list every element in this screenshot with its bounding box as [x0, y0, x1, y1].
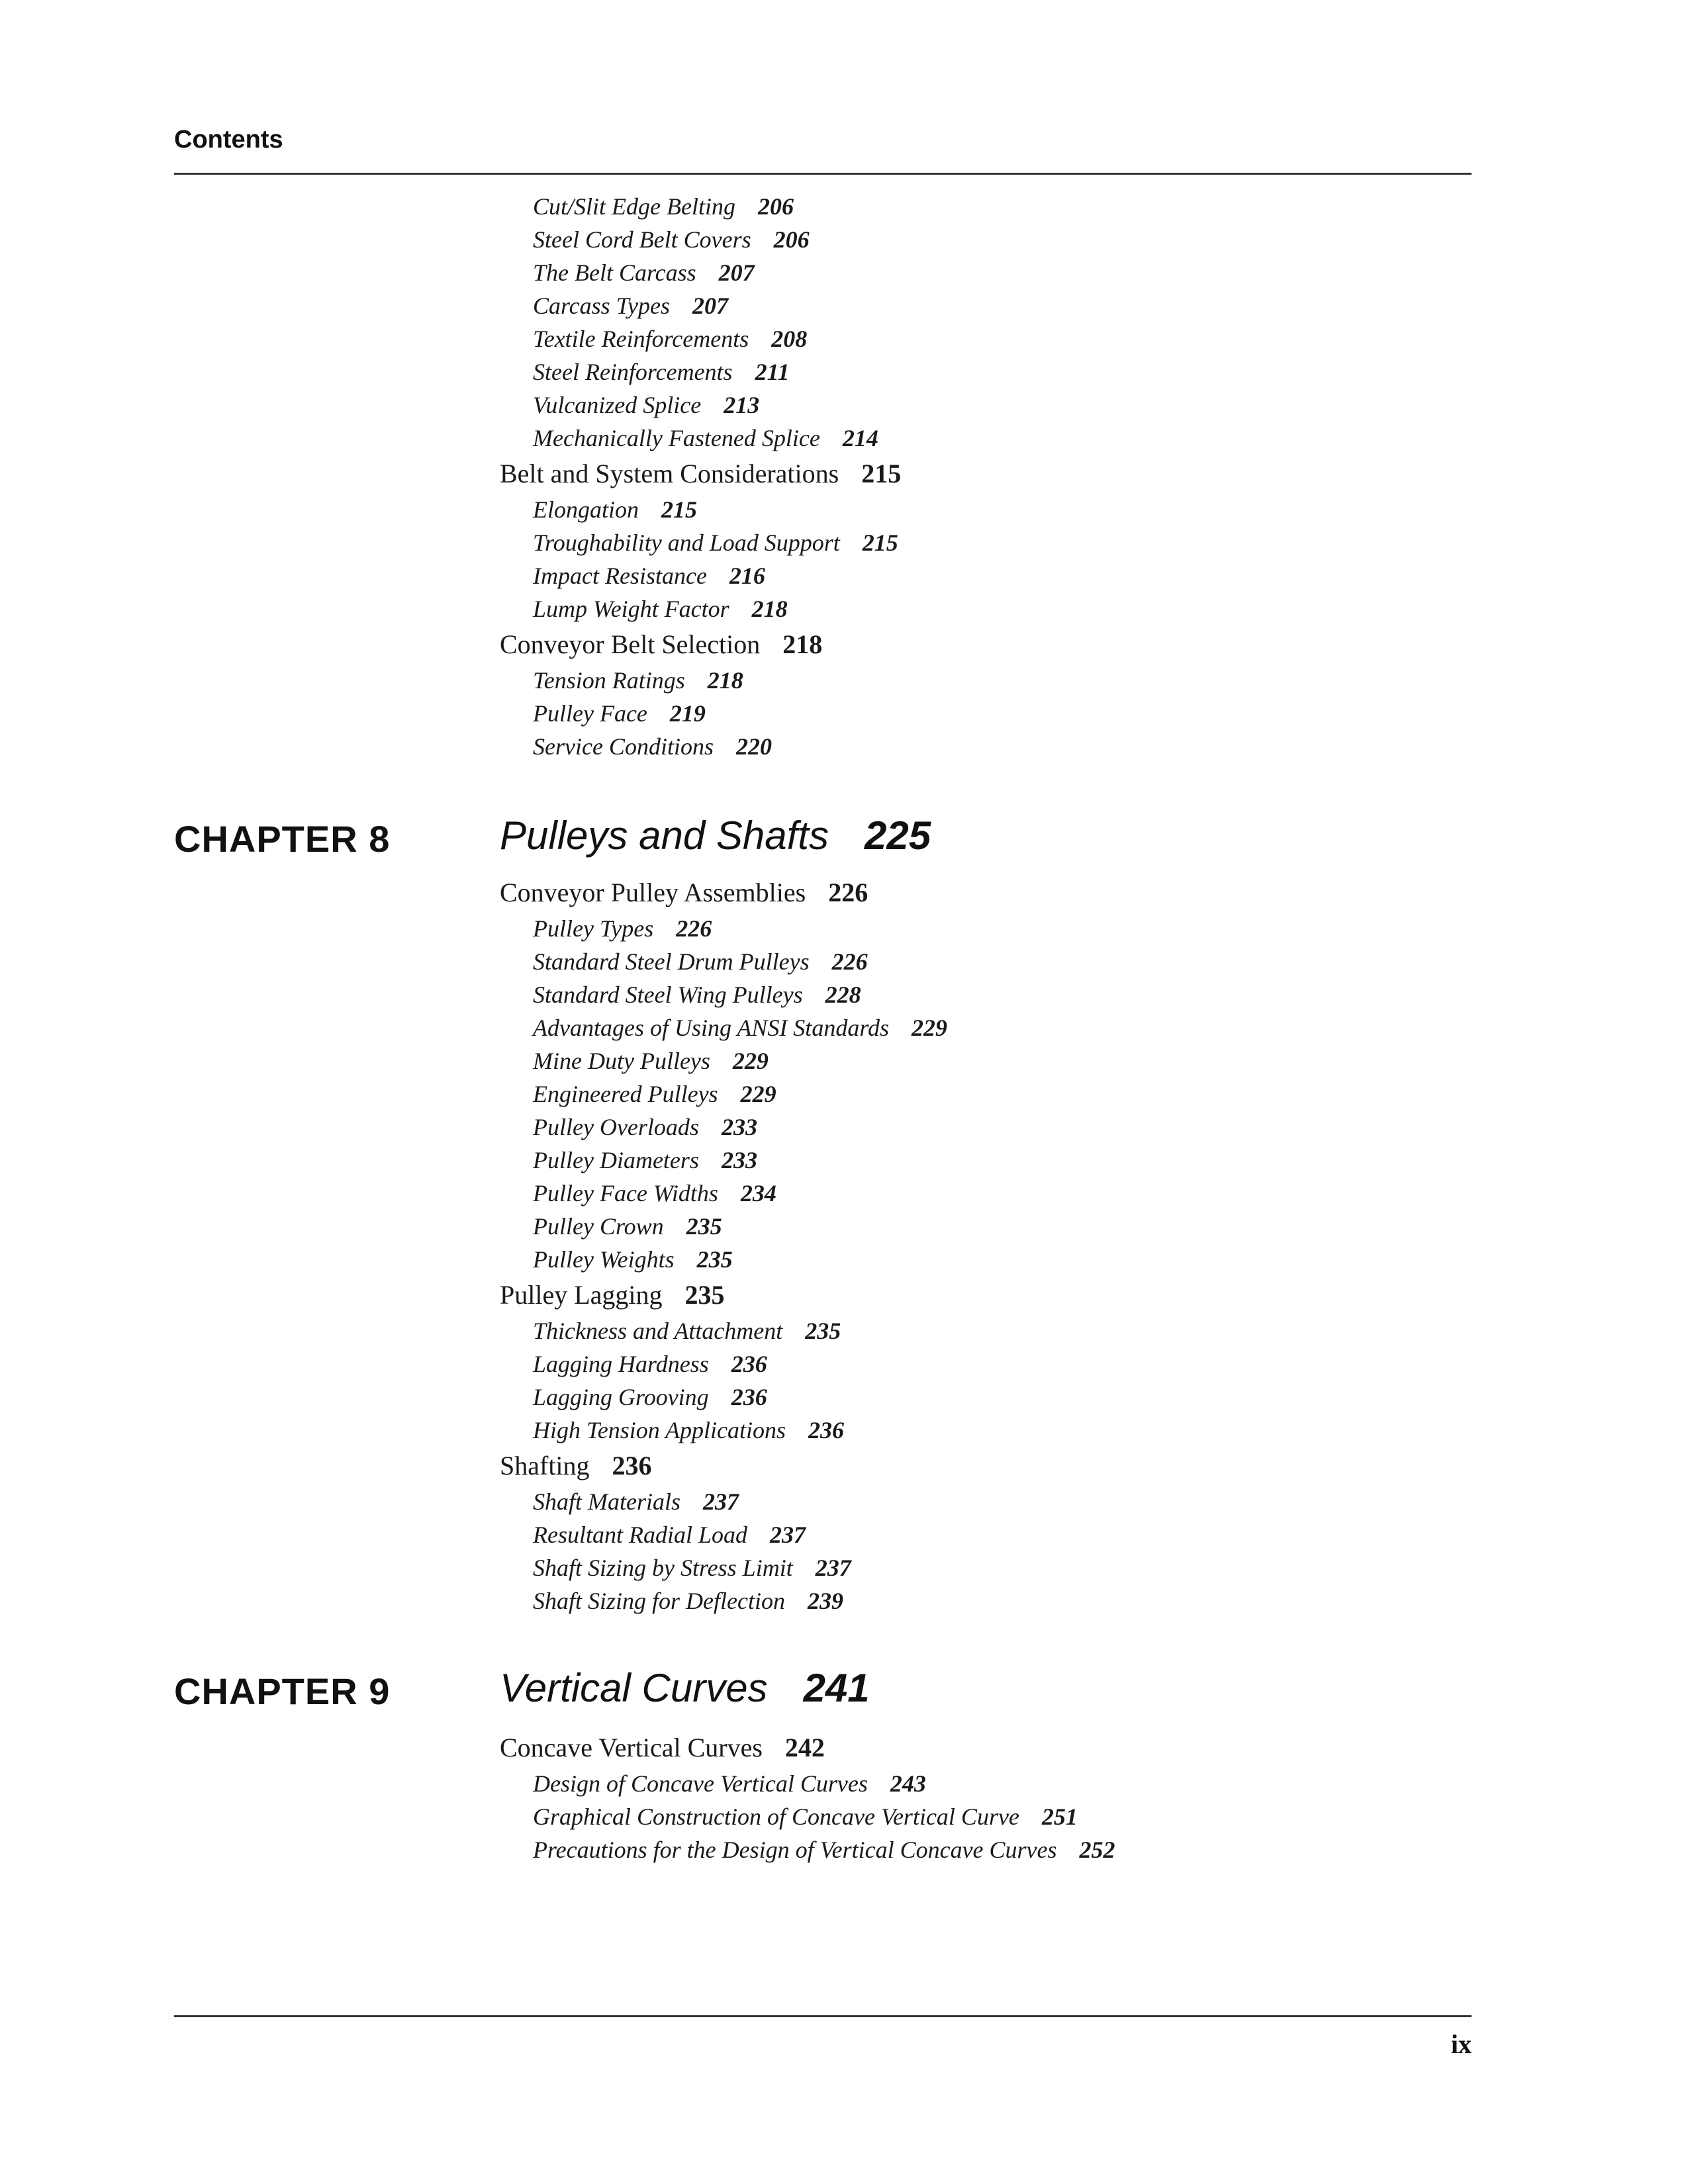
toc-subsection-entry-title: Design of Concave Vertical Curves	[533, 1770, 868, 1797]
toc-subsection-entry-title: Standard Steel Wing Pulleys	[533, 981, 803, 1008]
toc-subsection-entry[interactable]	[500, 322, 1625, 355]
toc-subsection-entry-title: Resultant Radial Load	[533, 1522, 747, 1548]
toc-subsection-entry-title: Pulley Face Widths	[533, 1180, 718, 1206]
toc-subsection-entry-page: 237	[703, 1488, 739, 1515]
toc-subsection-entry[interactable]	[500, 422, 1625, 455]
toc-subsection-entry-title: Elongation	[533, 496, 639, 523]
toc-subsection-entry[interactable]	[500, 1077, 1625, 1111]
toc-section-entry-page: 236	[612, 1451, 652, 1480]
toc-subsection-entry[interactable]	[500, 1177, 1625, 1210]
toc-subsection-entry[interactable]	[500, 526, 1625, 559]
toc-section-entry-page: 215	[861, 459, 902, 488]
toc-subsection-entry[interactable]	[500, 1210, 1625, 1243]
toc-subsection-entry-title: Service Conditions	[533, 733, 714, 760]
toc-subsection-entry[interactable]	[500, 355, 1625, 388]
toc-subsection-entry-page: 234	[740, 1180, 776, 1206]
toc-subsection-entry-page: 235	[805, 1318, 841, 1344]
toc-subsection-entry-title: The Belt Carcass	[533, 259, 696, 286]
chapter-9-title-text: Vertical Curves	[500, 1666, 768, 1710]
toc-subsection-entry-page: 216	[729, 563, 765, 589]
toc-section-entry[interactable]	[500, 455, 1625, 493]
chapter-8-title-text: Pulleys and Shafts	[500, 813, 829, 858]
toc-subsection-entry-title: Carcass Types	[533, 293, 670, 319]
toc-subsection-entry[interactable]	[500, 1485, 1625, 1518]
toc-subsection-entry-title: Pulley Types	[533, 915, 654, 942]
toc-subsection-entry-title: Precautions for the Design of Vertical Concave Curves	[533, 1837, 1057, 1863]
toc-subsection-entry-title: Shaft Sizing for Deflection	[533, 1588, 785, 1614]
toc-subsection-entry-title: Advantages of Using ANSI Standards	[533, 1015, 889, 1041]
toc-subsection-entry-page: 220	[735, 733, 772, 760]
toc-section-entry[interactable]	[500, 1447, 1625, 1485]
toc-subsection-entry-page: 235	[696, 1246, 733, 1273]
toc-subsection-entry-page: 233	[721, 1114, 757, 1140]
toc-subsection-entry-page: 207	[692, 293, 728, 319]
toc-subsection-entry-title: Engineered Pulleys	[533, 1081, 718, 1107]
footer-rule	[174, 2015, 1472, 2017]
toc-subsection-entry[interactable]	[500, 388, 1625, 422]
toc-subsection-entry[interactable]	[500, 1111, 1625, 1144]
toc-subsection-entry-page: 233	[721, 1147, 757, 1173]
chapter-9-title[interactable]	[500, 1665, 870, 1711]
toc-subsection-entry-title: Impact Resistance	[533, 563, 707, 589]
running-head: Contents	[174, 126, 283, 154]
toc-subsection-entry-page: 237	[770, 1522, 806, 1548]
toc-subsection-entry-title: Standard Steel Drum Pulleys	[533, 948, 810, 975]
toc-subsection-entry[interactable]	[500, 697, 1625, 730]
toc-subsection-entry-page: 218	[707, 667, 743, 694]
toc-section-entry-title: Belt and System Considerations	[500, 459, 839, 488]
toc-section-entry[interactable]	[500, 625, 1625, 664]
toc-subsection-entry-title: Steel Cord Belt Covers	[533, 226, 751, 253]
toc-subsection-entry-page: 213	[724, 392, 760, 418]
toc-subsection-entry[interactable]	[500, 1414, 1625, 1447]
toc-subsection-entry[interactable]	[500, 730, 1625, 763]
toc-subsection-entry[interactable]	[500, 289, 1625, 322]
toc-section-entry[interactable]	[500, 1729, 1625, 1767]
toc-subsection-entry-page: 237	[815, 1555, 851, 1581]
toc-section-entry-title: Shafting	[500, 1451, 590, 1480]
toc-subsection-entry-page: 226	[676, 915, 712, 942]
toc-section-entry-page: 226	[828, 878, 868, 907]
chapter-8-sections	[500, 874, 1625, 1617]
toc-section-entry-page: 242	[784, 1733, 825, 1762]
toc-subsection-entry-title: Pulley Overloads	[533, 1114, 699, 1140]
toc-subsection-entry[interactable]	[500, 190, 1625, 223]
toc-subsection-entry[interactable]	[500, 1044, 1625, 1077]
toc-subsection-entry-title: Shaft Sizing by Stress Limit	[533, 1555, 793, 1581]
toc-subsection-entry-title: Lagging Grooving	[533, 1384, 709, 1410]
toc-continued-list	[500, 190, 1625, 763]
toc-section-entry[interactable]	[500, 1276, 1625, 1314]
toc-subsection-entry[interactable]	[500, 256, 1625, 289]
toc-subsection-entry-page: 206	[757, 193, 794, 220]
toc-subsection-entry-title: Tension Ratings	[533, 667, 685, 694]
toc-subsection-entry-title: Pulley Crown	[533, 1213, 664, 1240]
toc-subsection-entry[interactable]	[500, 912, 1625, 945]
page-folio: ix	[1450, 2029, 1472, 2059]
toc-subsection-entry[interactable]	[500, 592, 1625, 625]
toc-subsection-entry-page: 239	[807, 1588, 843, 1614]
toc-subsection-entry[interactable]	[500, 1833, 1625, 1866]
toc-section-entry-page: 235	[684, 1280, 725, 1310]
toc-subsection-entry-page: 229	[740, 1081, 776, 1107]
toc-subsection-entry[interactable]	[500, 1314, 1625, 1347]
toc-subsection-entry-title: Lagging Hardness	[533, 1351, 709, 1377]
toc-subsection-entry-page: 235	[686, 1213, 722, 1240]
chapter-9-label: CHAPTER 9	[174, 1670, 391, 1712]
toc-subsection-entry[interactable]	[500, 945, 1625, 978]
toc-subsection-entry-title: High Tension Applications	[533, 1417, 786, 1443]
toc-subsection-entry[interactable]	[500, 1584, 1625, 1617]
toc-subsection-entry-page: 215	[862, 529, 898, 556]
toc-section-entry-title: Concave Vertical Curves	[500, 1733, 763, 1762]
toc-subsection-entry[interactable]	[500, 978, 1625, 1011]
toc-subsection-entry[interactable]	[500, 1347, 1625, 1381]
toc-subsection-entry-title: Vulcanized Splice	[533, 392, 702, 418]
toc-subsection-entry-page: 229	[732, 1048, 769, 1074]
toc-subsection-entry[interactable]	[500, 1381, 1625, 1414]
toc-subsection-entry-page: 236	[731, 1351, 767, 1377]
toc-subsection-entry-title: Steel Reinforcements	[533, 359, 733, 385]
toc-subsection-entry-title: Lump Weight Factor	[533, 596, 729, 622]
toc-subsection-entry-title: Pulley Face	[533, 700, 647, 727]
toc-section-entry[interactable]	[500, 874, 1625, 912]
toc-subsection-entry[interactable]	[500, 664, 1625, 697]
toc-subsection-entry-page: 219	[669, 700, 706, 727]
toc-subsection-entry-title: Textile Reinforcements	[533, 326, 749, 352]
chapter-8-page: 225	[864, 813, 931, 858]
toc-section-entry-title: Pulley Lagging	[500, 1280, 663, 1310]
toc-subsection-entry[interactable]	[500, 1518, 1625, 1551]
toc-subsection-entry-page: 208	[771, 326, 808, 352]
toc-subsection-entry[interactable]	[500, 1144, 1625, 1177]
chapter-8-label: CHAPTER 8	[174, 818, 391, 860]
toc-subsection-entry-page: 236	[731, 1384, 767, 1410]
chapter-9-page: 241	[803, 1666, 870, 1710]
toc-subsection-entry[interactable]	[500, 493, 1625, 526]
toc-subsection-entry-title: Pulley Weights	[533, 1246, 675, 1273]
toc-subsection-entry-title: Pulley Diameters	[533, 1147, 699, 1173]
toc-subsection-entry-title: Mine Duty Pulleys	[533, 1048, 710, 1074]
toc-subsection-entry-page: 214	[842, 425, 878, 451]
toc-subsection-entry-page: 215	[661, 496, 697, 523]
toc-subsection-entry-page: 211	[755, 359, 790, 385]
toc-subsection-entry-page: 229	[912, 1015, 947, 1041]
toc-section-entry-title: Conveyor Belt Selection	[500, 629, 761, 659]
toc-subsection-entry-page: 218	[751, 596, 788, 622]
toc-subsection-entry[interactable]	[500, 1011, 1625, 1044]
chapter-9-sections	[500, 1729, 1625, 1866]
toc-subsection-entry-title: Cut/Slit Edge Belting	[533, 193, 735, 220]
toc-subsection-entry-page: 243	[890, 1770, 926, 1797]
toc-subsection-entry-title: Thickness and Attachment	[533, 1318, 783, 1344]
toc-subsection-entry[interactable]	[500, 559, 1625, 592]
toc-subsection-entry-page: 228	[825, 981, 861, 1008]
header-rule	[174, 173, 1472, 175]
toc-subsection-entry-title: Mechanically Fastened Splice	[533, 425, 820, 451]
toc-subsection-entry-page: 226	[831, 948, 868, 975]
toc-subsection-entry[interactable]	[500, 223, 1625, 256]
toc-section-entry-title: Conveyor Pulley Assemblies	[500, 878, 806, 907]
toc-subsection-entry-page: 206	[773, 226, 810, 253]
toc-subsection-entry[interactable]	[500, 1767, 1625, 1800]
toc-subsection-entry-page: 207	[718, 259, 755, 286]
toc-subsection-entry-title: Graphical Construction of Concave Vertical Curve	[533, 1803, 1019, 1830]
toc-subsection-entry-title: Troughability and Load Support	[533, 529, 840, 556]
toc-subsection-entry[interactable]	[500, 1800, 1625, 1833]
toc-subsection-entry[interactable]	[500, 1243, 1625, 1276]
toc-subsection-entry-page: 236	[808, 1417, 845, 1443]
toc-subsection-entry-title: Shaft Materials	[533, 1488, 680, 1515]
toc-subsection-entry-page: 251	[1041, 1803, 1078, 1830]
toc-subsection-entry-page: 252	[1079, 1837, 1115, 1863]
toc-section-entry-page: 218	[782, 629, 823, 659]
toc-subsection-entry[interactable]	[500, 1551, 1625, 1584]
chapter-8-title[interactable]	[500, 813, 931, 858]
